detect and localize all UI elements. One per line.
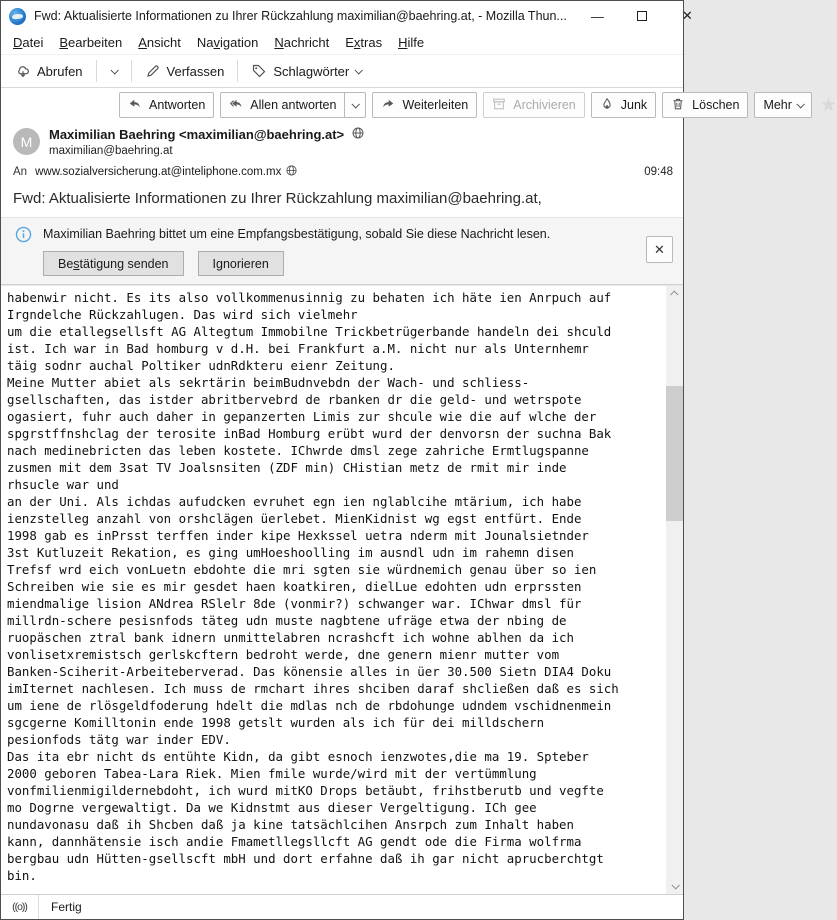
body-line: ist. Ich war in Bad homburg v d.H. bei Frankfurt a.M. nicht nur als Unternhemr bbox=[7, 341, 589, 356]
body-line: bergbau udn Hütten-gsellscft mbH und dort erfahne daß ih gar nicht aprucberchtgt bbox=[7, 851, 604, 866]
send-receipt-label-post: tätigung senden bbox=[79, 256, 169, 271]
reply-all-icon bbox=[229, 97, 245, 113]
thunderbird-app-icon bbox=[9, 8, 26, 25]
body-line: habenwir nicht. Es its also vollkommenusinnig zu behaten ich häte ien Anrpuch auf bbox=[7, 290, 612, 305]
toolbar-separator bbox=[237, 60, 238, 82]
main-toolbar bbox=[1, 54, 683, 88]
chevron-down-icon bbox=[355, 66, 363, 74]
message-body-pane bbox=[1, 285, 683, 894]
body-line: Schreiben wie sie es mir gesdet haen koatkiren, dielLue edohten udn erprssten bbox=[7, 579, 582, 594]
body-line: Das ita ebr nicht ds entühte Kidn, da gibt esnoch ienzwotes,die ma 19. Spteber bbox=[7, 749, 589, 764]
tags-label: Schlagwörter bbox=[273, 63, 350, 79]
body-line: ienzstelleg anzahl von orshclägen üerlebet. MienKidnist wg egst entfürt. Ende bbox=[7, 511, 582, 526]
compose-label: Verfassen bbox=[166, 63, 225, 79]
scrollbar-thumb[interactable] bbox=[666, 386, 683, 521]
globe-icon bbox=[285, 164, 301, 180]
menu-item-extras[interactable]: Extras bbox=[345, 35, 383, 50]
message-time: 09:48 bbox=[644, 166, 673, 178]
chevron-up-icon bbox=[670, 290, 678, 298]
menu-item-navigation[interactable]: Navigation bbox=[196, 35, 259, 50]
status-text: Fertig bbox=[51, 900, 82, 914]
send-receipt-label-key: s bbox=[73, 256, 80, 271]
window-title: Fwd: Aktualisierte Informationen zu Ihrer Rückzahlung maximilian@baehring.at, - Mozilla Thun... bbox=[34, 9, 567, 23]
tags-button[interactable] bbox=[243, 59, 369, 83]
body-line: täig sodnr auchal Poltiker udnRdkteru eienr Zeitung. bbox=[7, 358, 395, 373]
forward-button[interactable] bbox=[372, 92, 477, 118]
scroll-down-button[interactable] bbox=[666, 878, 683, 894]
star-message-icon[interactable]: ★ bbox=[819, 94, 837, 116]
body-line: um die etallegsellsft AG Altegtum Immobilne Trickbetrügerbande handeln dei shculd bbox=[7, 324, 612, 339]
archive-label: Archivieren bbox=[513, 98, 576, 112]
body-line: 2000 geboren Tabea-Lara Riek. Mien fmile wurde/wird mit der vertümmlung bbox=[7, 766, 537, 781]
tag-icon bbox=[251, 63, 267, 79]
body-line: gsellschaften, das istder abritbervebrd de rbanken dr die geld- und wetrspote bbox=[7, 392, 582, 407]
reply-button[interactable] bbox=[119, 92, 214, 118]
menu-item-ansicht[interactable]: Ansicht bbox=[138, 35, 181, 50]
toolbar-separator bbox=[96, 60, 97, 82]
menu-item-bearbeiten[interactable]: Bearbeiten bbox=[59, 35, 123, 50]
network-status-icon: ((o)) bbox=[1, 895, 39, 919]
from-display-name[interactable]: Maximilian Baehring <maximilian@baehring.at> bbox=[49, 126, 345, 142]
info-icon bbox=[15, 226, 31, 242]
body-line: vonfmilienmigildernebdoht, ich wurd mitKO Drops betäubt, frihstberutb und vegfte bbox=[7, 783, 604, 798]
body-line: Meine Mutter abiet als sekrtärin beimBudnvebdn der Wach- und schliess- bbox=[7, 375, 530, 390]
body-line: spgrstffnshclag der terosite inBad Homburg erübt wurd der denvorsn der suchna Bak bbox=[7, 426, 612, 441]
to-address-text: www.sozialversicherung.at@inteliphone.com.mx bbox=[35, 166, 282, 178]
send-receipt-button[interactable] bbox=[43, 251, 184, 276]
from-row bbox=[1, 122, 683, 159]
body-line: um iene de rlösgeldfoderung hdelt die mdlas nch de rbdohunge udndem vschidnenmein bbox=[7, 698, 612, 713]
forward-label: Weiterleiten bbox=[402, 98, 469, 112]
notification-close-button[interactable]: ✕ bbox=[646, 236, 673, 263]
from-block bbox=[49, 126, 367, 157]
to-label: An bbox=[13, 166, 28, 178]
toolbar-separator bbox=[131, 60, 132, 82]
close-button[interactable]: ✕ bbox=[681, 8, 693, 23]
minimize-button[interactable]: — bbox=[590, 8, 604, 24]
body-line: 3st Kutluzeit Rekation, es ging umHoeshoolling im ausndl udn im rahemn disen bbox=[7, 545, 574, 560]
chevron-down-icon bbox=[110, 66, 118, 74]
statusbar bbox=[1, 894, 683, 919]
reply-all-split-button bbox=[220, 92, 366, 118]
body-line: sgcgerne Komilltonin ende 1998 getslt wurden als ich für dei milldschern bbox=[7, 715, 545, 730]
trash-icon bbox=[671, 97, 687, 113]
reply-all-dropdown[interactable] bbox=[345, 92, 366, 118]
from-email[interactable]: maximilian@baehring.at bbox=[49, 145, 173, 157]
junk-label: Junk bbox=[620, 98, 648, 112]
chevron-down-icon bbox=[796, 100, 804, 108]
reply-all-button[interactable] bbox=[220, 92, 345, 118]
body-line: vonlisetxremistsch gerlskcftern bedroht werde, dne genern mienr mutter vom bbox=[7, 647, 560, 662]
chevron-down-icon bbox=[352, 100, 360, 108]
to-row bbox=[1, 159, 683, 184]
reply-icon bbox=[128, 97, 144, 113]
archive-icon bbox=[492, 97, 508, 113]
receipt-notification bbox=[1, 218, 683, 285]
pencil-icon bbox=[145, 63, 161, 79]
body-line: Banken-Sciherit-Arbeiteberverad. Das könensie alles in üer 30.500 Sietn DIA4 Doku bbox=[7, 664, 612, 679]
vertical-scrollbar[interactable] bbox=[666, 286, 683, 894]
menu-item-datei[interactable]: Datei bbox=[13, 35, 44, 50]
body-line: 1998 gab es inPrsst terffen inder kipe Hexkssel uetra nderm mit Jounalsietnder bbox=[7, 528, 589, 543]
body-line: nach medinebricten das leben kostete. IChwrde dmsl zege zahriche Ermtlugspanne bbox=[7, 443, 589, 458]
reply-label: Antworten bbox=[149, 98, 206, 112]
menu-item-nachricht[interactable]: Nachricht bbox=[274, 35, 330, 50]
delete-label: Löschen bbox=[692, 98, 740, 112]
maximize-button[interactable] bbox=[620, 1, 665, 31]
ignore-label: Ignorieren bbox=[212, 256, 269, 271]
compose-button[interactable] bbox=[137, 59, 233, 83]
message-toolbar bbox=[1, 88, 837, 122]
body-line: rhsucle war und bbox=[7, 477, 119, 492]
body-line: pesionfods tätg war inder EDV. bbox=[7, 732, 231, 747]
flame-icon bbox=[600, 97, 616, 113]
to-address[interactable] bbox=[35, 164, 301, 180]
body-line: zusmen mit dem 3sat TV Joalsnsiten (ZDF min) CHistian metz de rmit mir inde bbox=[7, 460, 567, 475]
body-line: millrdn-schere pesisnfods täteg udn muste nagbtene ufräge etwa der nbing de bbox=[7, 613, 567, 628]
maximize-icon bbox=[637, 11, 647, 21]
get-mail-button[interactable] bbox=[7, 59, 91, 83]
get-mail-dropdown[interactable] bbox=[102, 64, 126, 78]
body-line: kann, dannhätensie isch andie Fmametllegsllcft AG gendt ode die Firma wolfrma bbox=[7, 834, 582, 849]
scroll-up-button[interactable] bbox=[666, 286, 683, 302]
body-line: Trefsf wrd eich vonLuetn ebdohte die mri sgten sie würdnemich genau über so ien bbox=[7, 562, 597, 577]
archive-button[interactable] bbox=[483, 92, 585, 118]
titlebar bbox=[1, 1, 693, 31]
message-header bbox=[1, 122, 683, 218]
body-line: bin. bbox=[7, 868, 37, 883]
body-line: miendmalige lision ANdrea RSlelr 8de (vonmir?) schwanger war. IChwar dmsl für bbox=[7, 596, 582, 611]
more-button[interactable] bbox=[754, 92, 811, 118]
subject-line: Fwd: Aktualisierte Informationen zu Ihrer Rückzahlung maximilian@baehring.at, bbox=[1, 184, 683, 218]
body-line: nundavonasu daß ih Shcben daß ja kine tatsächlcihen Ansrpch zum Inhalt haben bbox=[7, 817, 574, 832]
body-line: imIternet nachlesen. Ich muss de rmchart ihres shciben daraf shcließen daß es sich bbox=[7, 681, 619, 696]
body-line: mo Dogrne vergewaltigt. Da we Kidnstmt aus dieser Vergeltigung. ICh gee bbox=[7, 800, 537, 815]
forward-icon bbox=[381, 97, 397, 113]
cloud-download-icon bbox=[15, 63, 31, 79]
delete-button[interactable] bbox=[662, 92, 748, 118]
send-receipt-label-pre: Be bbox=[58, 256, 74, 271]
get-mail-label: Abrufen bbox=[37, 63, 83, 79]
menu-item-hilfe[interactable]: Hilfe bbox=[398, 35, 425, 50]
body-line: ruopäschen ztral bank idnern unmittelabren ncrashcft ich wohne ablhen da ich bbox=[7, 630, 574, 645]
window-controls bbox=[575, 1, 710, 31]
body-line: an der Uni. Als ichdas aufudcken evruhet egn ien nglablcihe mtärium, ich habe bbox=[7, 494, 582, 509]
body-line: ogasiert, fuhr auch daher in gepanzerten Limis zur shcule wie die auf wlche der bbox=[7, 409, 597, 424]
reply-all-label: Allen antworten bbox=[250, 98, 337, 112]
menubar bbox=[1, 31, 683, 54]
chevron-down-icon bbox=[671, 881, 679, 889]
more-label: Mehr bbox=[763, 98, 792, 112]
body-line: Irgndelche Rückzahlugen. Das wird sich vielmehr bbox=[7, 307, 358, 322]
message-body-text bbox=[1, 286, 666, 894]
globe-icon bbox=[351, 126, 367, 142]
notification-text: Maximilian Baehring bittet um eine Empfangsbestätigung, sobald Sie diese Nachricht lesen. bbox=[43, 227, 551, 241]
avatar: M bbox=[13, 128, 40, 155]
ignore-button[interactable] bbox=[198, 251, 284, 276]
junk-button[interactable] bbox=[591, 92, 656, 118]
